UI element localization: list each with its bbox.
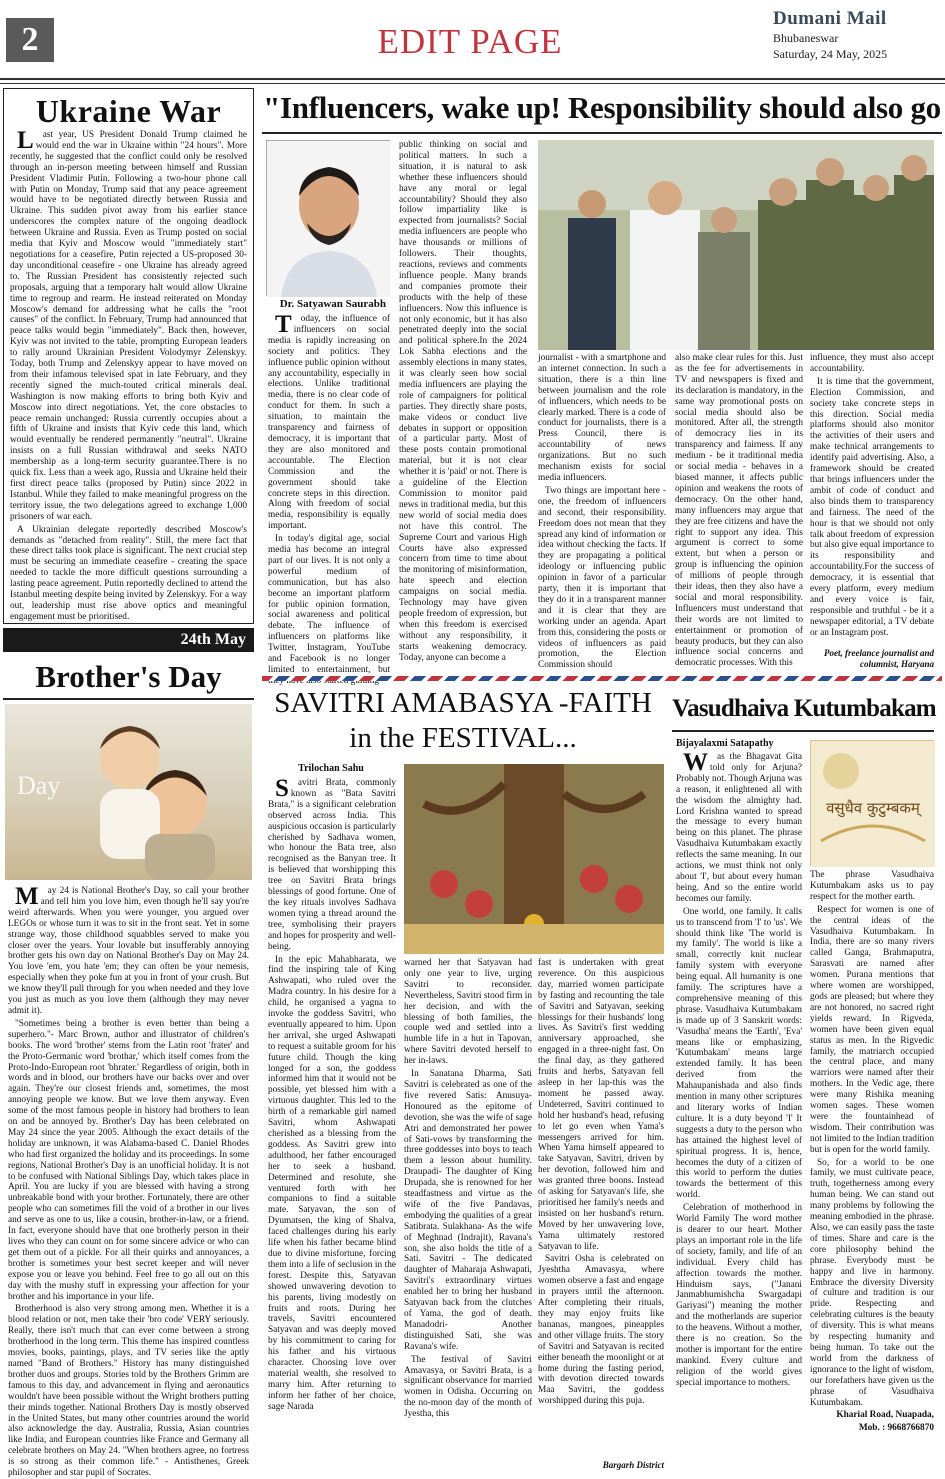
savitri-paragraph: In the epic Mahabharata, we find the inspiring tale of King Ashwapati, who ruled over the Madra country. In his desire for a child, he organised a yagna to invoke the goddess Savitri, who eventually appeared to him. Upon her arrival, she urged Ashwapati to request a suitable groom for his future child. Though the king longed for a son, the goddess informed him that it would not be possible, yet blessed him with a virtuous daughter. This led to the birth of a remarkable girl named Savitri, whom Ashwapati cherished as a blessing from the goddess. As Savitri grew into adulthood, her father encouraged her to seek a husband. Determined and resolute, she ventured forth with her companions to find a suitable mate. Satyavan, the son of Dyumatsen, the king of Shalva, faced challenges during his early life when his father became blind due to divine misfortune, forcing them into a life of seclusion in the forest. Despite this, Satyavan showed unwavering devotion to his parents, living modestly on fruits and roots. During her travels, Savitri encountered Satyavan and was deeply moved by his commitment to caring for his father and his virtuous character. Choosing love over material wealth, she resolved to marry him. After returning to inform her father of her choice, sage Narada bbox=[268, 954, 396, 1412]
svg-text:Day: Day bbox=[17, 771, 61, 800]
brothers-paragraph: May 24 is National Brother's Day, so call your brother and tell him you love him, even though he'll say you're weird afterwards. When you were younger, you argued over LEGOs or whose turn it was to sit in the front seat. Yet in some strange way, those childhood squabbles served to make you closer over the years. Your lovable but insufferably annoying brother gets his own day on National Brother's Day on May 24. You love 'em, you hate 'em; they can often be your nemesis, especially when they poke fun at you in front of your crush. But we know they'll pull through for you when needed and they love you just as much as you love them (although they may never admit it). bbox=[8, 883, 249, 1016]
vasudhaiva-column-2 bbox=[810, 870, 934, 1470]
vasudhaiva-image-text: वसुधैव कुटुम्बकम् bbox=[826, 799, 920, 817]
savitri-photo-drawing bbox=[404, 764, 664, 954]
vasudhaiva-calligraphy-image bbox=[810, 740, 934, 866]
vasudhaiva-address: Kharial Road, Nuapada, bbox=[836, 1410, 934, 1421]
ukraine-paragraph: A Ukrainian delegate reportedly described Moscow's demands as "detached from reality". Still, the mere fact that these direct talks took place is significant. The next crucial step must be securing an immediate ceasefire - creating the space needed to tackle the more difficult questions surrounding a lasting peace agreement. Putin reportedly declined to attend the Istanbul meeting despite being invited by Zelenskyy. For a way out, leadership must rise above optics and meaningful engagement must be prioritised. bbox=[10, 524, 247, 622]
vasudhaiva-phone: Mob. : 9668766870 bbox=[858, 1423, 934, 1434]
influencers-signature: Poet, freelance journalist and columnist, Haryana bbox=[824, 648, 934, 669]
ukraine-article bbox=[3, 88, 254, 624]
influencers-paragraph: It is time that the government, Election Commission, and society take concrete steps in this direction. Social media platforms should also monitor the activities of their users and make technical arrangements to identify paid advertising. Also, a framework should be created that brings influencers under the ambit of code of conduct and also binds them to transparency and fairness. The need of the hour is that we should not only talk about freedom of expression but also give equal importance to its responsibility and accountability.For the success of democracy, it is essential that every platform, every medium and every voice is fair, responsible and truthful - be it a newspaper editorial, a TV debate or an Instagram post. bbox=[810, 376, 934, 638]
savitri-signature: Bargarh District bbox=[602, 1460, 664, 1470]
influencers-paragraph: journalist - with a smartphone and an internet connection. In such a situation, there is a thin line between journalism and the role of influencers, which needs to be clearly marked. There is a code of conduct for journalists, there is a Press Council, there is accountability of news organizations. But no such mechanism exists for social media influencers. bbox=[538, 353, 666, 483]
ukraine-paragraph: Last year, US President Donald Trump claimed he would end the war in Ukraine within "24 hours". More recently, he suggested that the conflict could only be resolved through an in-person meeting between himself and Russian President Vladimir Putin. Following a two-hour phone call with Putin on Monday, Trump said that any peace agreement would have to be negotiated directly between Russia and Ukraine. This sudden pivot away from his earlier stance underscores the complex nature of the ongoing deadlock between Ukraine and Russia. Even as Trump posted on social media that Kyiv and Moscow would "immediately start" negotiations for a ceasefire, Putin rejected a US-proposed 30-day unconditional ceasefire - one Ukraine has already agreed to. The Russian President has consistently rejected such proposals, arguing that a temporary halt would allow Ukraine time to regroup and rearm. He instead reiterated on Monday Moscow's demand for addressing what he calls the "root causes" of the conflict. In February, Trump had announced that peace talks would begin "immediately". Back then, however, Kyiv was not invited to the table, prompting European leaders to rally around Ukrainian President Volodymyr Zelenskyy. Today, both Trump and Zelenskyy appear to have moved on from their infamous televised spat in late February, and they recently signed the much-touted critical minerals deal. Washington is now making efforts to bring both Kyiv and Moscow into direct negotiations. Yet, the core obstacles to peace remain unchanged: Russia currently occupies about a fifth of Ukraine and insists that Kyiv cede this land, which would eventually be rendered permanently "neutral". Ukraine insists on a full Russian withdrawal and seeks NATO membership as a long-term security guarantee.There is no quick fix. Less than a week ago, Russia and Ukraine held their first direct peace talks (proposed by Putin) since 2022 in Istanbul. While they failed to make meaningful progress on the territory issue, the two delegations agreed to exchange 1,000 prisoners of war each. bbox=[10, 127, 247, 522]
influencers-paragraph: Two things are important here - one, the freedom of influencers and second, their responsibility. Freedom does not mean that they spread any kind of information or idea without checking the facts. If they are propagating a political ideology or influencing public opinion in favor of a particular party, then it is important that they do it in a transparent manner and it is clear that they are working under an agenda. Apart from this, considering the posts or videos of influencers as paid promotion, the Election Commission should bbox=[538, 485, 666, 671]
savitri-headline-line-2: in the FESTIVAL... bbox=[349, 722, 577, 754]
savitri-paragraph: Savitri Brata, commonly known as "Bata Savitri Brata," is a significant celebration observed across India. This auspicious occasion is particularly cherished by Sadhava women, who honour the Bata tree, also recognised as the Banyan tree. It is believed that worshipping this tree on Savitri Brata brings blessings of good fortune. One of the key rituals involves Sadhava women tying a thread around the tree, symbolising their prayers and hopes for prosperity and well-being. bbox=[268, 775, 396, 952]
savitri-paragraph: Savitri Osha is celebrated on Jyeshtha Amavasya, where women observe a fast and engage in prayers until the afternoon. After completing their rituals, they may enjoy fruits like bananas, mangoes, pineapples and other village fruits. The story of Savitri and Satyavan is recited either beneath the moonlight or at home during the fasting period, with devotion directed towards Maa Savitri, the goddess worshipped during this puja. bbox=[538, 1254, 664, 1407]
savitri-paragraph: fast is undertaken with great reverence. On this auspicious day, married women participate by fasting and recounting the tale of Savitri and Satyavan, seeking blessings for their husbands' long lives. As Savitri's first wedding anniversary approached, she engaged in a three-night fast. On the final day, as they gathered fruits and herbs, Satyavan fell asleep in her lap-this was the moment he passed away. Undeterred, Savitri continued to hold her husband's head, refusing to let go even when Yama's messengers arrived for him. When Yama himself appeared to take Satyavan, Savitri, driven by her devotion, followed him and was granted three boons. Instead of asking for Satyavan's life, she prioritised her family's needs and insisted on her husband's return. Moved by her unwavering love, Yama ultimately restored Satyavan to life. bbox=[538, 958, 664, 1252]
paper-name: Dumani Mail bbox=[773, 8, 887, 29]
savitri-column-2 bbox=[404, 958, 532, 1470]
influencers-column-2 bbox=[399, 140, 527, 670]
savitri-puja-photo bbox=[404, 764, 664, 954]
savitri-author: Trilochan Sahu bbox=[298, 763, 364, 774]
vasudhaiva-image-drawing bbox=[811, 741, 935, 867]
paper-date: Saturday, 24 May, 2025 bbox=[773, 47, 888, 61]
section-title: EDIT PAGE bbox=[377, 22, 563, 61]
influencers-headline: "Influencers, wake up! Responsibility should also go bbox=[263, 90, 941, 125]
brothers-paragraph: Brotherhood is also very strong among men. Whether it is a blood relation or not, men take their 'bro code' VERY seriously. Really, there isn't much that can ever come between a strong brotherhood in the long term. This theme has inspired countless movies, books, paintings, plays, and TV series like the aptly named "Band of Brothers." History has many distinguished brother duos and groups. Stories told by the Brothers Grimm are famous to this day, and advancement in flying and aeronautics wouldn't have been possible without the Wright brothers putting their minds together. National Brothers Day is mostly observed in the United States, but many other countries around the world also acknowledge the day. Australia, Russia, Asian countries like India, and European countries like France and Germany all celebrate brothers on May 24. "When brothers agree, no fortress is so strong as their common life." - Antisthenes, Greek philosopher and star pupil of Socrates. bbox=[8, 1304, 249, 1479]
influencers-column-1 bbox=[268, 311, 390, 675]
airmail-divider bbox=[262, 676, 942, 681]
vasudhaiva-column-1 bbox=[676, 749, 802, 1470]
influencers-paragraph: In today's digital age, social media has become an integral part of our lives. It is not only a powerful medium of communication, but has also become an important platform for public opinion formation, social awareness and political debate. The influence of influencers on platforms like Twitter, Instagram, YouTube and Facebook is no longer limited to entertainment, but bbox=[268, 534, 390, 675]
vasudhaiva-headline: Vasudhaiva Kutumbakam bbox=[672, 695, 936, 722]
influencers-column-3 bbox=[538, 353, 666, 670]
army-photo-drawing bbox=[538, 140, 934, 350]
ukraine-title: Ukraine War bbox=[35, 93, 222, 129]
savitri-paragraph: The festival of Savitri Amavasya, or Savitri Brata, is a significant observance for married women in Odisha. Occurring on the no-moon day of the month of Jyestha, this bbox=[404, 1354, 532, 1420]
ukraine-body bbox=[10, 127, 247, 623]
savitri-headline bbox=[262, 686, 664, 760]
influencers-paragraph: influence, they must also accept accountability. bbox=[810, 353, 934, 374]
vasudhaiva-paragraph: The phrase Vasudhaiva Kutumbakam asks us to pay respect for the mother earth. bbox=[810, 870, 934, 902]
influencers-paragraph: public thinking on social and political matters. In such a situation, it is natural to ask whether these influencers should have any moral or legal accountability? Should they also follow impartiality like is expected from journalists? Social media influencers are people who have thousands or millions of followers. Their thoughts, reactions, reviews and comments influence people. Many brands and companies promote their products with the help of these influencers. Now this influence is not only economic, but it has also penetrated deeply into the social and political sphere.In the 2024 Lok Sabha elections and the assembly elections in many states, it was clearly seen how social media influencers are playing the role of campaigners for political parties. They directly share posts, make videos or conduct live debates in support or opposition of a particular party. Most of these posts contain promotional material, but it is not clear whether it is 'paid' or not. There is a guideline of the Election Commission to monitor paid news in traditional media, but this new world of social media does not have this control. The Supreme Court and various High Courts have also expressed concern from time to time about the monitoring of misinformation, hate speech and election campaigns on social media. Technology may have given people freedom of expression, but when this freedom is exercised without any responsibility, it starts weakening democracy. Today, anyone can become a bbox=[399, 140, 527, 663]
savitri-headline-line-1: SAVITRI AMABASYA -FAITH bbox=[274, 687, 652, 719]
influencers-paragraph: also make clear rules for this. Just as the fee for advertisements in TV and newspapers is fixed and its declaration is mandatory, in the same way promotional posts on social media should also be monitored. After all, the strength of democracy lies in its transparency and fairness. If any medium - be it traditional media or social media - behaves in a biased manner, it affects public opinion and weakens the roots of democracy. On the other hand, many influencers may argue that they are free citizens and have the right to support any idea. This argument is correct to some extent, but when a person or group is influencing the opinion of millions of people through their ideas, then they also have a social and moral responsibility. Influencers must understand that their words are not limited to entertainment or promotion of beauty products, but they can also influence social concerns and democratic processes. With this bbox=[675, 353, 803, 669]
brothers-photo-drawing bbox=[5, 704, 252, 880]
influencers-author: Dr. Satyawan Saurabh bbox=[279, 298, 386, 310]
vasudhaiva-paragraph: Celebration of motherhood in World Family The word mother is dearer to our heart. Mother plays an important role in the life of society, family, and life of an individual. Every child has affection towards the mother. Hinduism says, ("Janani Janmabhumishcha Swargadapi Gariyasi") meaning the mother and the motherlands are superior to the heavens. Without a mother, there is no creation. So the mother is important for the entire mankind. Every culture and religion of the world gives special importance to mothers. bbox=[676, 1203, 802, 1388]
headline-rule bbox=[262, 132, 942, 135]
army-meeting-photo bbox=[538, 140, 934, 350]
brothers-day-body bbox=[8, 883, 249, 1479]
vasudhaiva-rule bbox=[672, 730, 934, 732]
influencers-paragraph: Today, the influence of influencers on social media is rapidly increasing on society and politics. They influence public opinion without any accountability, especially in elections. Unlike traditional media, there is no clear code of conduct for them. In such a situation, to maintain the transparency and fairness of democracy, it is important that they are also monitored and accountable. The Election Commission and the government should take concrete steps in this direction. Along with freedom of social media, responsibility is equally important. bbox=[268, 311, 390, 532]
masthead-rule bbox=[0, 78, 945, 84]
vasudhaiva-paragraph: Was the Bhagavat Gita told only for Arjuna? Probably not. Though Arjuna was a reason, it enlightened all with the wisdom the almighty had. Lord Krishna wanted to spread the message to every human being on this planet. The phrase Vasudhaiva Kutumbakam exactly reflects the same meaning. In our actions, we must think not only about 'I', but about every human being. And so the entire world becomes our family. bbox=[676, 749, 802, 904]
author-portrait-drawing bbox=[267, 141, 391, 297]
brothers-photo bbox=[5, 704, 252, 880]
savitri-column-3 bbox=[538, 958, 664, 1458]
author-portrait-icon bbox=[266, 140, 390, 296]
savitri-paragraph: warned her that Satyavan had only one year to live, urging Savitri to reconsider. Nevertheless, Savitri stood firm in her decision, and with the blessing of both families, the couple wed and settled into a humble life in a hut in Tapovan, where Savitri devoted herself to her in-laws. bbox=[404, 958, 532, 1067]
brothers-day-title: Brother's Day bbox=[3, 654, 254, 700]
brothers-paragraph: "Sometimes being a brother is even better than being a superhero."- Marc Brown, author and illustrator of children's books. The word 'brother' stems from the Latin root 'frater' and the Proto-Germanic word 'brothar,' which itself comes from the Proto-Indo-European root 'bhrater.' Regardless of origin, both in words and in blood, our brothers have our backs over and over again. They're our closest friends and, sometimes, the most annoying people we know. But we love them anyway. Even some of the most famous people in history had brothers to lean on and be annoyed by. Brother's Day has been celebrated on May 24 since the year 2005. Although the exact details of the holiday are unknown, it was Alabama-based C. Daniel Rhodes who had first organized the holiday and its proceedings. In some regions, National Brother's Day is an unofficial holiday. It is not to be confused with National Siblings Day, which takes place in April. You are lucky if you are blessed with having a strong unbreakable bond with your brother. Fortunately, there are other people who can sometimes fill the void of a brother in our lives and serve as one to us, like a cousin, brother-in-law, or a friend. In fact, everyone should have that one brotherly person in their lives who they can count on for some sincere advice or who can get them out of a pickle. For all their quirks and annoyances, a brother is sometimes your best secret keeper and will never expose you or leave you behind. Feel free to go all out on this day with the mushy stuff in expressing your affection for your brother and his importance in your life. bbox=[8, 1018, 249, 1302]
brothers-day-date: 24th May bbox=[3, 628, 254, 652]
paper-city: Bhubaneswar bbox=[773, 31, 839, 45]
savitri-paragraph: In Sanatana Dharma, Sati Savitri is celebrated as one of the five revered Satis: Anusuya- Honoured as the epitome of devotion, she was the wife of sage Atri and demonstrated her power of Sati-vows by transforming the three goddesses into boys to teach them a lesson about humility. Draupadi- The daughter of King Drupada, she is renowned for her steadfastness and virtue as the wife of the five Pandavas, embodying the qualities of a great Satibrata. Sulakhana- As the wife of Meghnad (Indrajit), Ravana's son, she also holds the title of a Sati. Savitri - The dedicated daughter of Maharaja Ashwapati, Savitri's extraordinary virtues enabled her to bring her husband Satyavan back from the clutches of Yama, the god of death. Manadodri- Another distinguished Sati, she was Ravana's wife. bbox=[404, 1069, 532, 1352]
vasudhaiva-author: Bijayalaxmi Satapathy bbox=[676, 738, 774, 749]
influencers-column-5 bbox=[810, 353, 934, 649]
savitri-column-1 bbox=[268, 775, 396, 1470]
vasudhaiva-paragraph: One world, one family. It calls us to transcend from 'I' to 'us'. We should think like 'The world is my family'. The world is like a small, correctly knit nuclear family system with everyone being equal. All humanity is one family. The scriptures have a comprehensive meaning of this phrase. Vasudhaiva Kutumbakam is made up of 3 Sanskrit words: 'Vasudha' means the 'Earth', 'Eva' means like or emphasizing, 'Kutumbakam' means large extended family. It has been derived from the Mahaupanishada and also finds mention in many other scriptures and literary works of Indian culture. It is a duty beyond 'I' It suggests a duty to the person who has attained the highest level of spiritual progress. It is, hence, becomes the duty of a citizen of this world to perform the duties towards the betterment of this world. bbox=[676, 906, 802, 1201]
vasudhaiva-paragraph: Respect for women is one of the central ideas of the Vasudhaiva Kutumbakam. In India, there are so many rivers called Ganga, Brahmaputra, Sarasvati are named after women. Purana mentions that where women are worshipped, gods are pleased; but where they are not honored, no sacred right yields reward. In Rigveda, women have been given equal status as men. In the Rigvedic family, the matriarch occupied the central place, and many warriors were named after their mothers. In the Vedic age, there were many Rishika meaning women sages. These women were the fountainhead of wisdom. Their contribution was not limited to the Indian tradition but is open for the world family. bbox=[810, 904, 934, 1155]
vasudhaiva-paragraph: So, for a world to be one family, we must cultivate peace, truth, togetherness among every human being. We can stand out many problems by following the meaning embodied in the phrase. Also, we can easily pass the taste of times. Share and care is the core philosophy behind the phrase. Everybody must be happy and live in harmony. Embrace the diversity Diversity of culture and tradition is our pride. Respecting and celebrating cultures is the beauty of diversity. This is what means by respecting humanity and being human. To take out the world from the darkness of ignorance to the light of wisdom, our forefathers have given us the phrase of Vasudhaiva Kutumbakam. bbox=[810, 1157, 934, 1408]
influencers-column-4 bbox=[675, 353, 803, 670]
page-number: 2 bbox=[6, 18, 54, 62]
